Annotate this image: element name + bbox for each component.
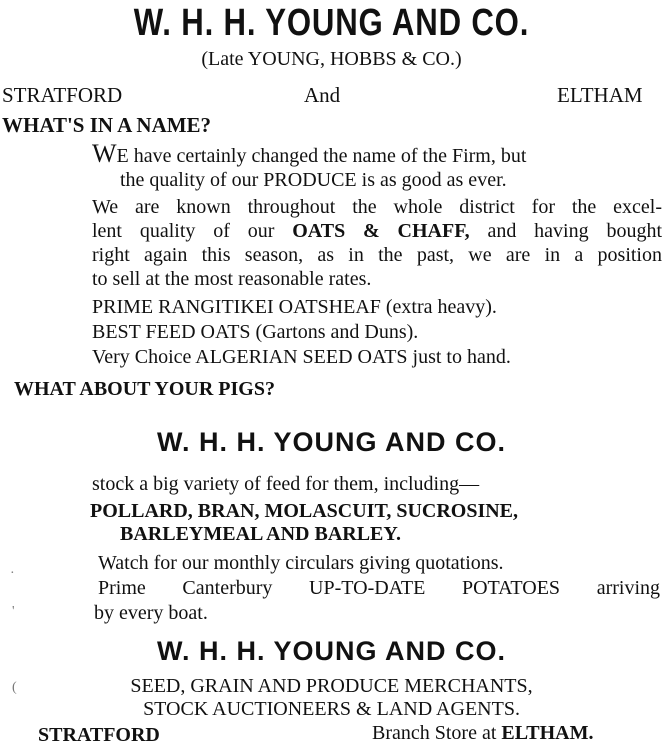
merchants-line1: SEED, GRAIN AND PRODUCE MERCHANTS, — [130, 675, 533, 697]
print-speck: · — [10, 566, 15, 581]
para1-dropcap: W — [92, 139, 117, 168]
para2-line2 — [92, 219, 662, 243]
print-speck: ( — [12, 680, 17, 695]
para2-line1: We are known throughout the whole district for the excel- — [92, 196, 662, 218]
footer-branch — [372, 722, 593, 745]
product-item: BEST FEED OATS (Gartons and Duns). — [92, 321, 419, 343]
location-and: And — [304, 83, 341, 107]
section-heading-pigs: WHAT ABOUT YOUR PIGS? — [14, 378, 275, 400]
paragraph-quality — [92, 195, 662, 291]
location-stratford: STRATFORD — [2, 83, 123, 107]
watch-line1: Watch for our monthly circulars giving quotations. — [98, 552, 504, 574]
para2-line2-b: and having bought — [487, 220, 663, 242]
watch-line3: by every boat. — [94, 602, 208, 624]
para2-line3: right again this season, as in the past, we are in a position — [92, 244, 662, 266]
merchants-line2: STOCK AUCTIONEERS & LAND AGENTS. — [143, 698, 520, 720]
feed-line2: BARLEYMEAL AND BARLEY. — [120, 523, 401, 545]
firm-subtitle-2: W. H. H. YOUNG AND CO. — [156, 636, 507, 666]
former-name: (Late YOUNG, HOBBS & CO.) — [201, 48, 462, 70]
para2-line4: to sell at the most reasonable rates. — [92, 268, 372, 290]
footer-branch-prefix: Branch Store at — [372, 722, 497, 744]
watch-line2: Prime Canterbury UP-TO-DATE POTATOES arriving — [98, 577, 660, 599]
firm-title: W. H. H. YOUNG AND CO. — [133, 2, 530, 44]
feed-list — [90, 500, 518, 546]
print-speck: ' — [12, 604, 15, 619]
footer-branch-eltham: ELTHAM. — [501, 722, 594, 744]
para1-line2: the quality of our PRODUCE is as good as ever. — [120, 169, 507, 191]
section-heading-name: WHAT'S IN A NAME? — [2, 113, 212, 137]
para1-line1-text: E have certainly changed the name of the Firm, but — [116, 145, 527, 167]
footer-stratford: STRATFORD — [38, 724, 160, 746]
watch-paragraph — [94, 551, 660, 626]
product-item: PRIME RANGITIKEI OATSHEAF (extra heavy). — [92, 296, 497, 318]
product-list — [92, 295, 511, 370]
paragraph-name-change — [92, 139, 660, 192]
product-item: Very Choice ALGERIAN SEED OATS just to hand. — [92, 346, 511, 368]
para2-line2-bold: OATS & CHAFF, — [292, 220, 470, 242]
firm-subtitle: W. H. H. YOUNG AND CO. — [156, 427, 507, 457]
feed-line1: POLLARD, BRAN, MOLASCUIT, SUCROSINE, — [90, 500, 519, 522]
stock-line: stock a big variety of feed for them, including— — [92, 473, 480, 495]
merchants-block — [0, 675, 663, 721]
location-eltham: ELTHAM — [557, 83, 643, 107]
para1-line1 — [92, 139, 660, 168]
para2-line2-a: lent quality of our — [92, 220, 275, 242]
